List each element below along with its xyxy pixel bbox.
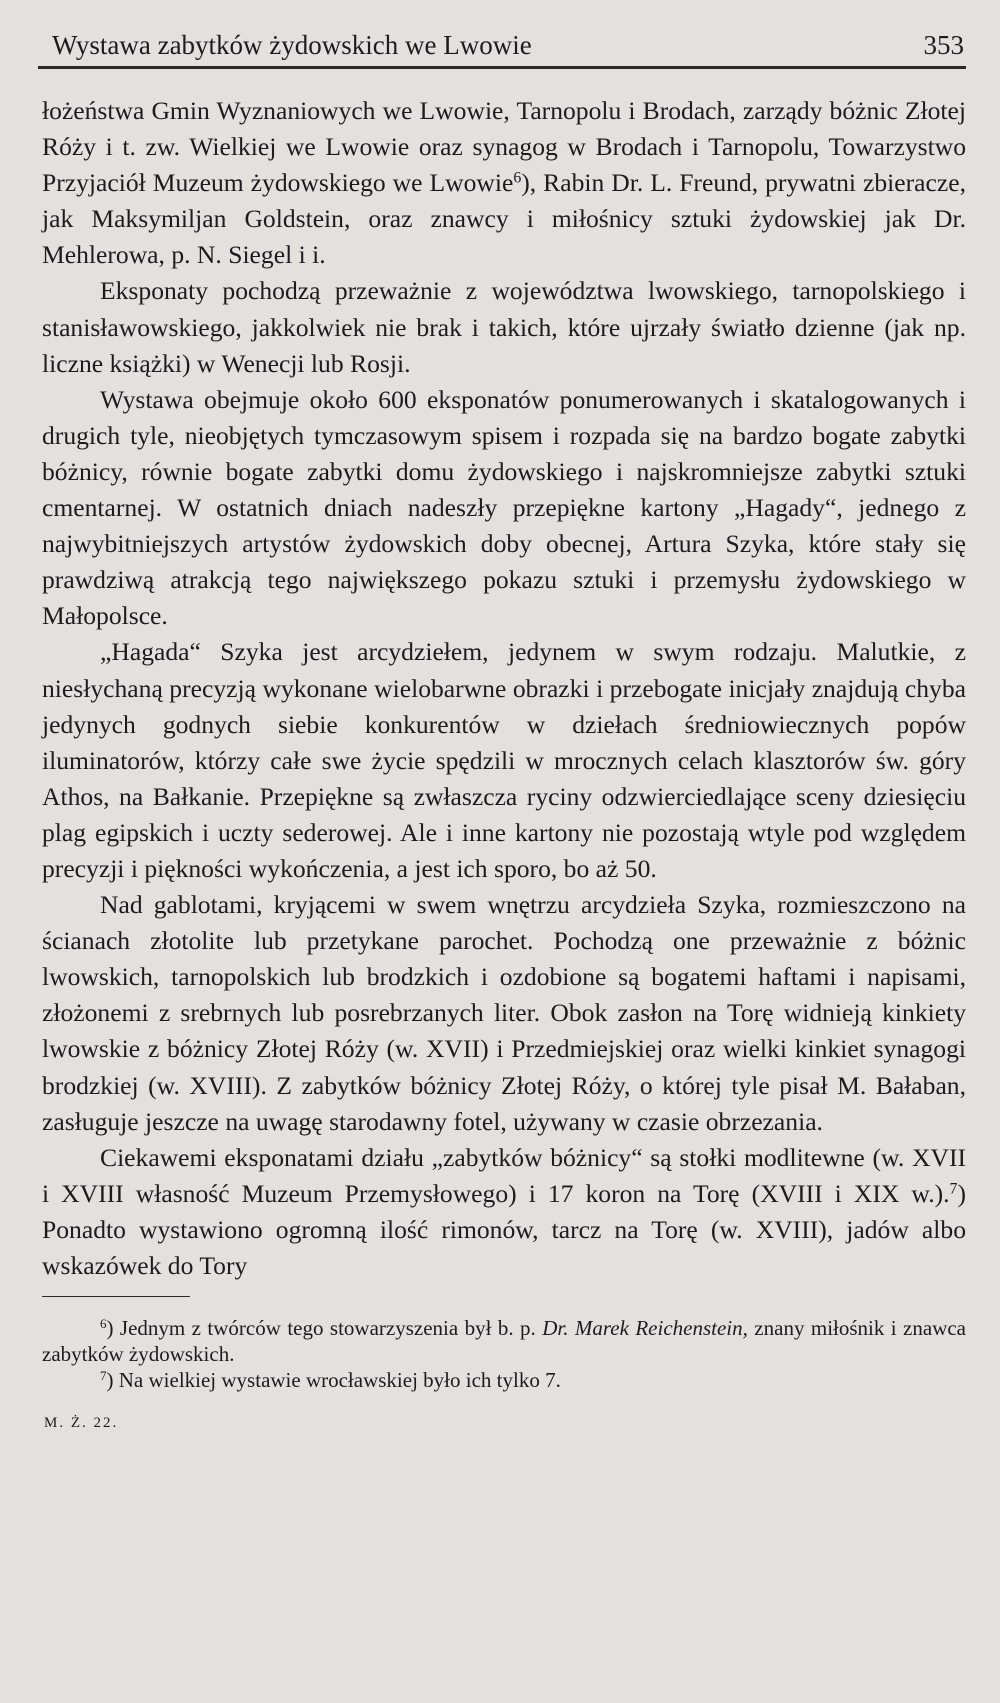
running-head-title: Wystawa zabytków żydowskich we Lwowie (52, 30, 532, 60)
footnote-ref: 6 (513, 169, 522, 187)
body-text (38, 93, 966, 1284)
paragraph-text: Nad gablotami, kryjącemi w swem wnętrzu arcydzieła Szyka, rozmieszczono na ścianach złotolite lub przetykane parochet. Pochodzą one przeważnie z bóżnic lwowskich, tarnopolskich lub brodzkich i ozdobione są bogatemi haftami i napisami, złożonemi z srebrnych lub posrebrzanych liter. Obok zasłon na Torę widnieją kinkiety lwowskie z bóżnicy Złotej Róży (w. XVII) i Przedmiejskiej oraz wielki kinkiet synagogi brodzkiej (w. XVIII). Z zabytków bóżnicy Złotej Róży, o której tyle pisał M. Bałaban, zasługuje jeszcze na uwagę starodawny fotel, używany w czasie obrzezania. (42, 890, 966, 1136)
paragraph (42, 93, 966, 273)
footnote-italic-name: Dr. Marek Reichenstein, (542, 1316, 748, 1341)
footnote-text: ) Jednym z twórców tego stowarzyszenia był b. p. (106, 1316, 543, 1341)
paragraph-text: łożeństwa Gmin Wyznaniowych we Lwowie, Tarnopolu i Brodach, zarządy bóżnic Złotej Róży i t. zw. Wielkiej we Lwowie oraz synagog w Brodach i Tarnopolu, Towarzystwo Przyjaciół Muzeum żydowskiego we Lwowie (42, 96, 966, 198)
footnote-marker: 7 (100, 1367, 107, 1383)
footnote-text: znany miłośnik i znawca zabytków żydowskich. (42, 1316, 966, 1367)
paragraph-text: ), Rabin Dr. L. Freund, prywatni zbieracze, jak Maksymiljan Goldstein, oraz znawcy i miłośnicy sztuki żydowskiej jak Dr. Mehlerowa, p. N. Siegel i i. (42, 168, 966, 270)
paragraph-text: Wystawa obejmuje około 600 eksponatów ponumerowanych i skatalogowanych i drugich tyle, nieobjętych tymczasowym spisem i rozpada się na bardzo bogate zabytki bóżnicy, równie bogate zabytki domu żydowskiego i najskromniejsze zabytki sztuki cmentarnej. W ostatnich dniach nadeszły przepiękne kartony „Hagady“, jednego z najwybitniejszych artystów żydowskich doby obecnej, Artura Szyka, które stały się prawdziwą atrakcją tego największego pokazu sztuki i przemysłu żydowskiego w Małopolsce. (42, 384, 966, 631)
running-head (38, 28, 966, 62)
footnotes (38, 1315, 966, 1393)
paragraph-text: Ciekawemi eksponatami działu „zabytków bóżnicy“ są stołki modlitewne (w. XVII i XVIII własność Muzeum Przemysłowego) i 17 koron na Torę (XVIII i XIX w.). (42, 1142, 966, 1208)
footnote-marker: 6 (100, 1315, 107, 1331)
footnote-text: ) Na wielkiej wystawie wrocławskiej było ich tylko 7. (106, 1368, 561, 1393)
footnote (42, 1367, 966, 1393)
footnote (42, 1315, 966, 1367)
paragraph (42, 634, 966, 887)
header-rule (38, 66, 966, 69)
paragraph (42, 382, 966, 635)
footnote-rule (42, 1296, 190, 1297)
paragraph-text: Eksponaty pochodzą przeważnie z województwa lwowskiego, tarnopolskiego i stanisławowskiego, jakkolwiek nie brak i takich, które ujrzały światło dzienne (jak np. liczne książki) w Wenecji lub Rosji. (42, 276, 966, 378)
paragraph-text: ) Ponadto wystawiono ogromną ilość rimonów, tarcz na Torę (w. XVIII), jadów albo wskazówek do Tory (42, 1178, 966, 1280)
paragraph (42, 1140, 966, 1284)
page-number: 353 (923, 30, 964, 60)
footnote-ref: 7 (949, 1180, 958, 1198)
paragraph-text: „Hagada“ Szyka jest arcydziełem, jedynem w swym rodzaju. Malutkie, z niesłychaną precyzją wykonane wielobarwne obrazki i przebogate inicjały znajdują chyba jedynych godnych siebie konkurentów w dziełach średniowiecznych popów iluminatorów, którzy całe swe życie spędzili w mrocznych celach klasztorów św. góry Athos, na Bałkanie. Przepiękne są zwłaszcza ryciny odzwierciedlające sceny dziesięciu plag egipskich i uczty sederowej. Ale i inne kartony nie pozostają wtyle pod względem precyzji i piękności wykończenia, a jest ich sporo, bo aż 50. (42, 637, 966, 883)
printer-signature: M. Ż. 22. (44, 1415, 119, 1432)
paragraph (42, 273, 966, 381)
paragraph (42, 887, 966, 1140)
